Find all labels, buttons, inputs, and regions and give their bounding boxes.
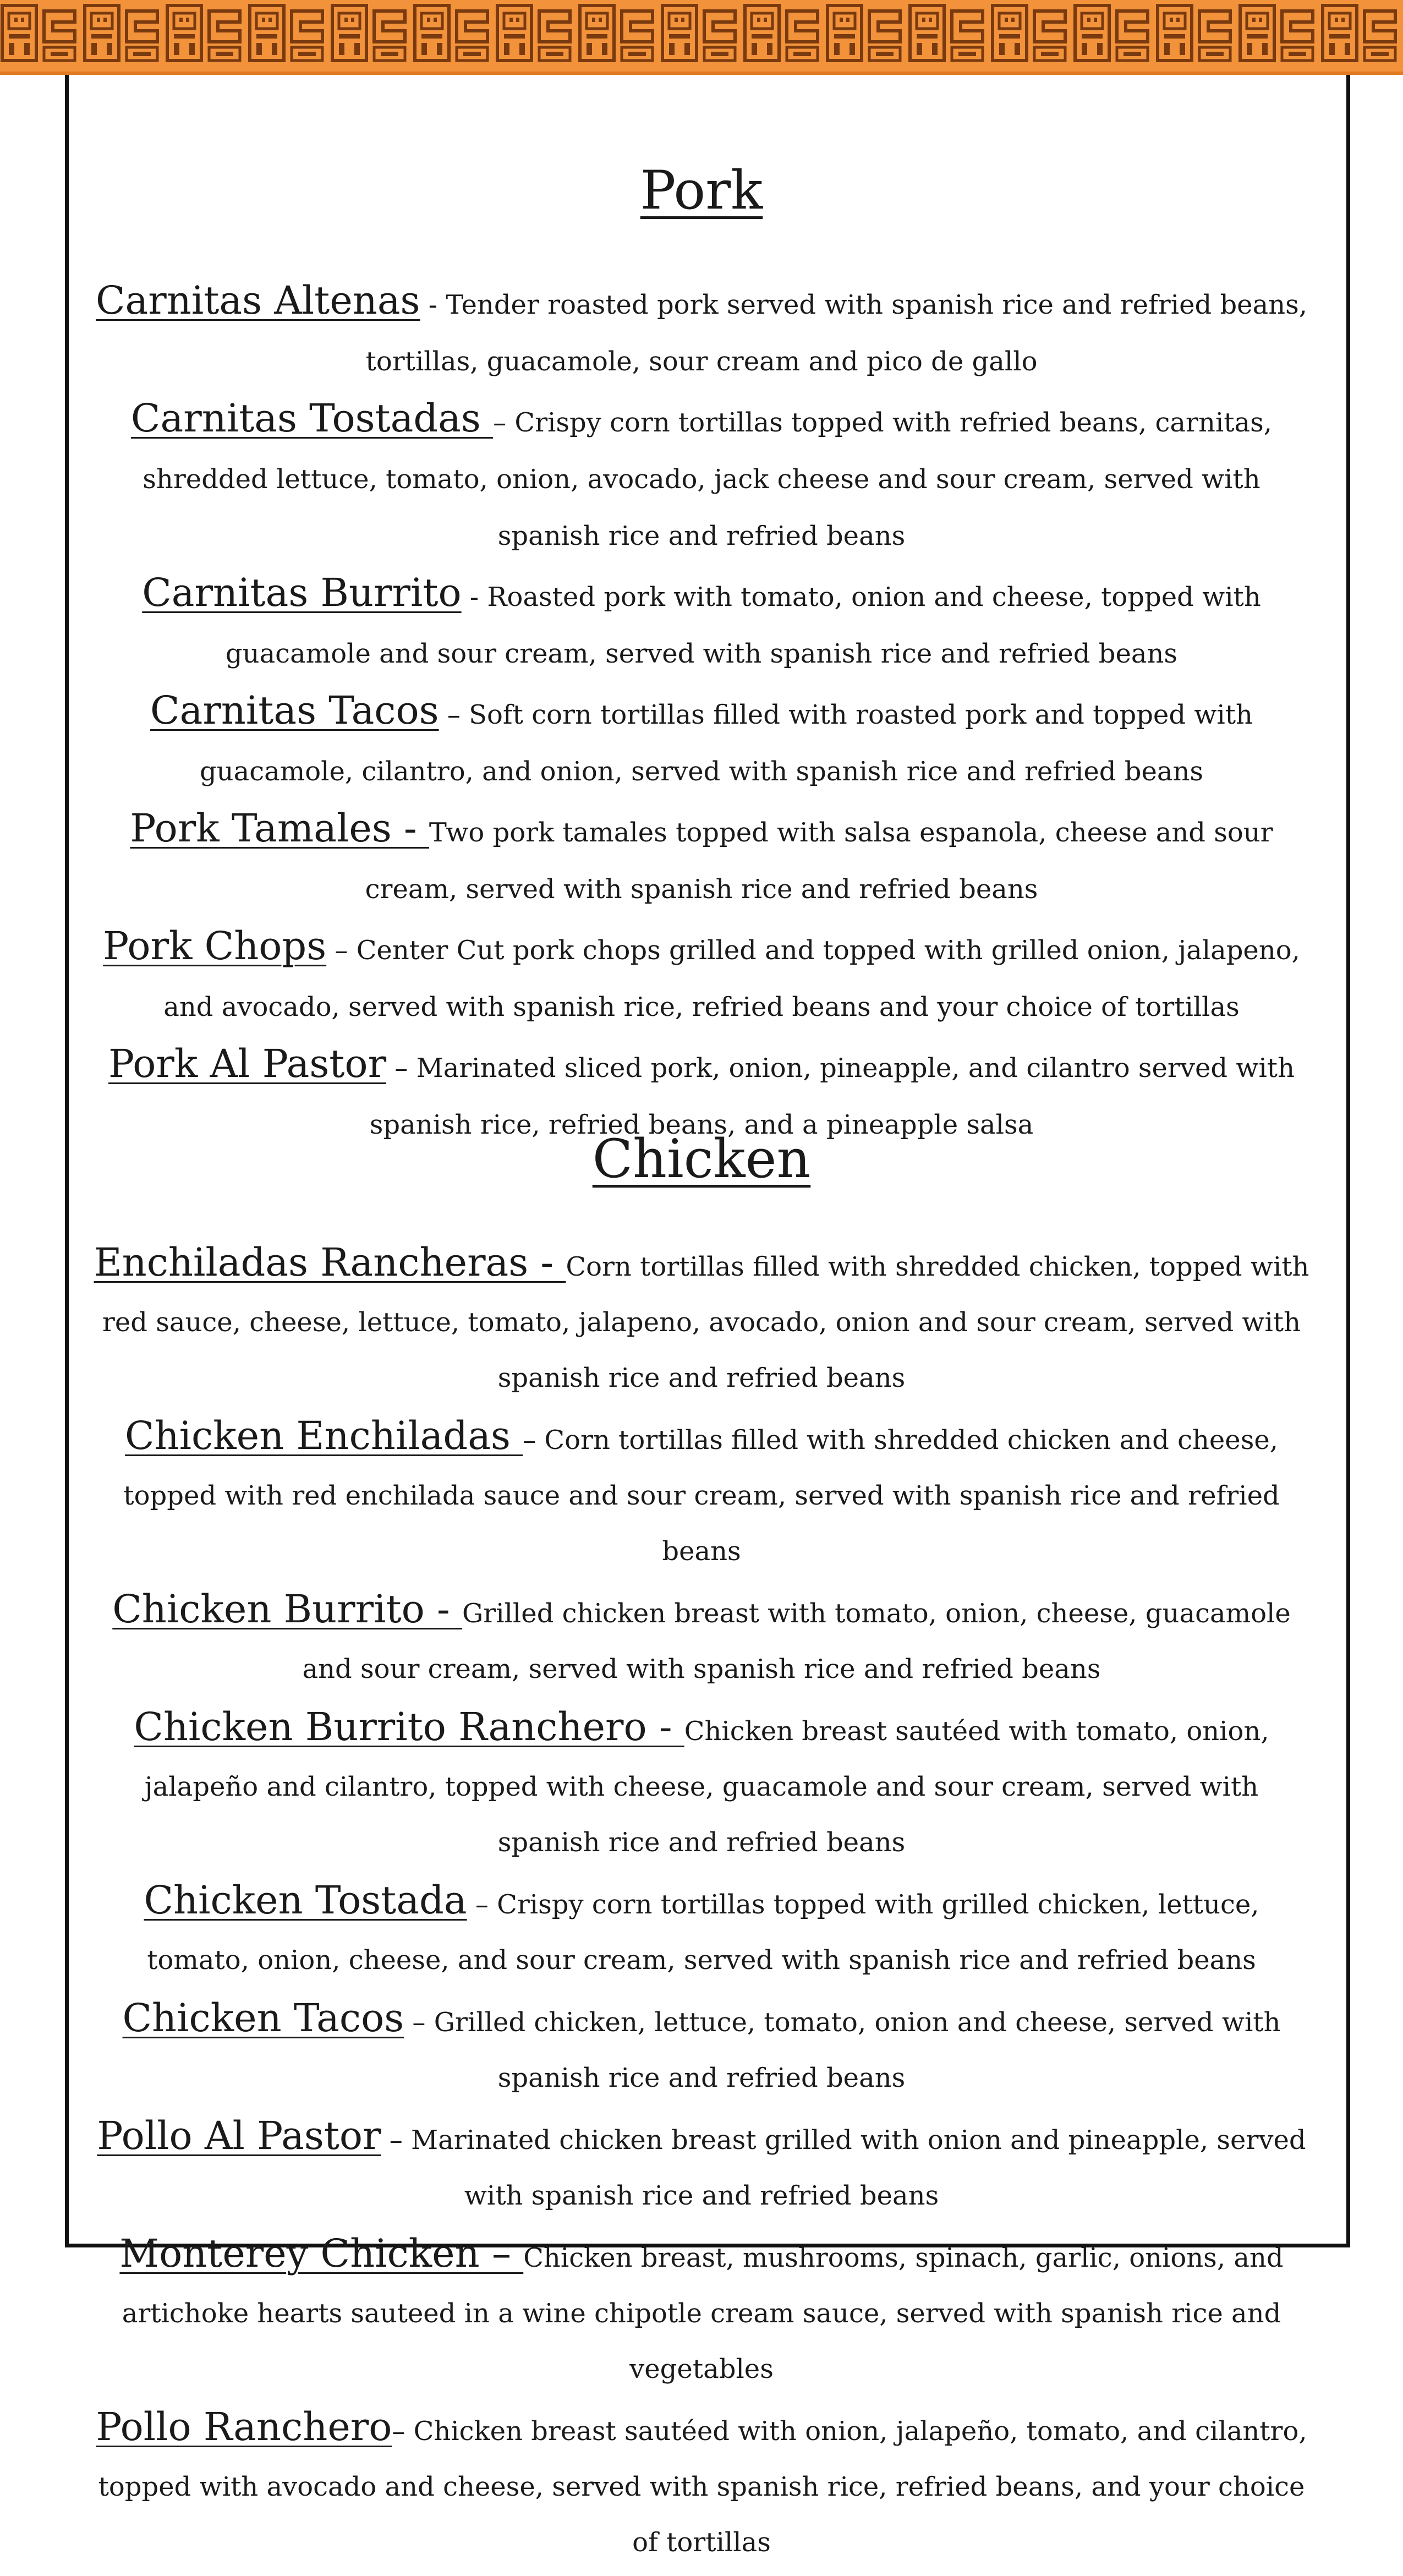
dish-name: Chicken Burrito Ranchero - (134, 1704, 684, 1749)
section-title-chicken: Chicken (592, 1128, 811, 1190)
dish-description: Two pork tamales topped with salsa espanola, cheese and sour cream, served with spanish rice and refried beans (365, 817, 1273, 905)
menu-item (94, 393, 1309, 567)
dish-name: Chicken Burrito - (112, 1587, 462, 1632)
dish-separator: - (461, 582, 487, 612)
aztec-pattern-banner (0, 0, 1403, 75)
dish-separator: – (523, 1425, 545, 1456)
menu-item (94, 567, 1309, 685)
menu-item (94, 2229, 1309, 2399)
pork-menu-list (94, 275, 1309, 1156)
dish-name: Chicken Tostada (144, 1878, 467, 1923)
dish-description: Roasted pork with tomato, onion and cheese, topped with guacamole and sour cream, served with spanish rice and refried beans (225, 582, 1261, 669)
dish-separator: – (392, 2416, 414, 2447)
menu-item (94, 685, 1309, 803)
dish-name: Pollo Ranchero (96, 2404, 392, 2449)
dish-separator: – (439, 699, 469, 730)
dish-separator: – (467, 1889, 497, 1920)
menu-item (94, 275, 1309, 393)
dish-separator: – (493, 407, 515, 438)
dish-name: Carnitas Tostadas (130, 396, 494, 441)
dish-name: Enchiladas Rancheras - (94, 1240, 566, 1285)
dish-description: Grilled chicken, lettuce, tomato, onion and cheese, served with spanish rice and refried beans (434, 2007, 1281, 2093)
dish-description: Chicken breast, mushrooms, spinach, garlic, onions, and artichoke hearts sauteed in a wine chipotle cream sauce, served with spanish rice and vegetables (122, 2243, 1284, 2384)
menu-item (94, 1238, 1309, 1408)
dish-description: Grilled chicken breast with tomato, onion, cheese, guacamole and sour cream, served with spanish rice and refried beans (302, 1598, 1291, 1684)
dish-description: Crispy corn tortillas topped with refried beans, carnitas, shredded lettuce, tomato, onion, avocado, jack cheese and sour cream, served with spanish rice and refried beans (143, 407, 1273, 551)
menu-item (94, 1412, 1309, 1582)
menu-item (94, 1703, 1309, 1873)
dish-description: Chicken breast sautéed with onion, jalapeño, tomato, and cilantro, topped with avocado and cheese, served with spanish rice, refried beans, and your choice of tortillas (98, 2416, 1307, 2558)
dish-description: Marinated chicken breast grilled with onion and pineapple, served with spanish rice and refried beans (411, 2125, 1306, 2211)
dish-description: Crispy corn tortillas topped with grilled chicken, lettuce, tomato, onion, cheese, and sour cream, served with spanish rice and refried beans (147, 1889, 1259, 1976)
dish-description: Corn tortillas filled with shredded chicken and cheese, topped with red enchilada sauce and sour cream, served with spanish rice and refried beans (123, 1425, 1280, 1567)
dish-separator: – (381, 2125, 412, 2156)
menu-item (94, 2112, 1309, 2226)
menu-item (94, 803, 1309, 921)
menu-item (94, 1994, 1309, 2108)
dish-separator: – (386, 1053, 416, 1084)
dish-description: Center Cut pork chops grilled and topped with grilled onion, jalapeno, and avocado, served with spanish rice, refried beans and your choice of tortillas (163, 935, 1300, 1022)
dish-name: Carnitas Tacos (150, 688, 439, 733)
dish-separator: - (420, 289, 446, 320)
dish-description: Soft corn tortillas filled with roasted pork and topped with guacamole, cilantro, and onion, served with spanish rice and refried beans (199, 699, 1253, 787)
chicken-menu-list (94, 1238, 1309, 2576)
dish-name: Pork Chops (103, 923, 327, 969)
dish-name: Chicken Enchiladas (125, 1413, 523, 1458)
section-title-pork: Pork (640, 160, 763, 221)
dish-name: Carnitas Burrito (142, 570, 462, 615)
menu-item (94, 921, 1309, 1038)
menu-item (94, 1876, 1309, 1990)
dish-name: Pollo Al Pastor (97, 2113, 381, 2158)
dish-name: Carnitas Altenas (95, 278, 420, 323)
dish-description: Chicken breast sautéed with tomato, onion, jalapeño and cilantro, topped with cheese, guacamole and sour cream, served with spanish rice and refried beans (144, 1716, 1269, 1858)
menu-item (94, 1585, 1309, 1699)
dish-name: Pork Tamales - (130, 806, 429, 851)
aztec-pattern-icon (0, 0, 1403, 72)
dish-separator: – (404, 2007, 434, 2038)
dish-separator: – (326, 935, 357, 966)
dish-name: Monterey Chicken – (119, 2231, 524, 2276)
dish-name: Chicken Tacos (122, 1995, 404, 2041)
dish-description: Marinated sliced pork, onion, pineapple, and cilantro served with spanish rice, refried beans, and a pineapple salsa (369, 1053, 1295, 1140)
menu-item (94, 2403, 1309, 2573)
dish-description: Tender roasted pork served with spanish rice and refried beans, tortillas, guacamole, sour cream and pico de gallo (365, 289, 1308, 377)
dish-description: Corn tortillas filled with shredded chicken, topped with red sauce, cheese, lettuce, tomato, jalapeno, avocado, onion and sour cream, served with spanish rice and refried beans (102, 1251, 1309, 1393)
dish-name: Pork Al Pastor (108, 1041, 387, 1086)
